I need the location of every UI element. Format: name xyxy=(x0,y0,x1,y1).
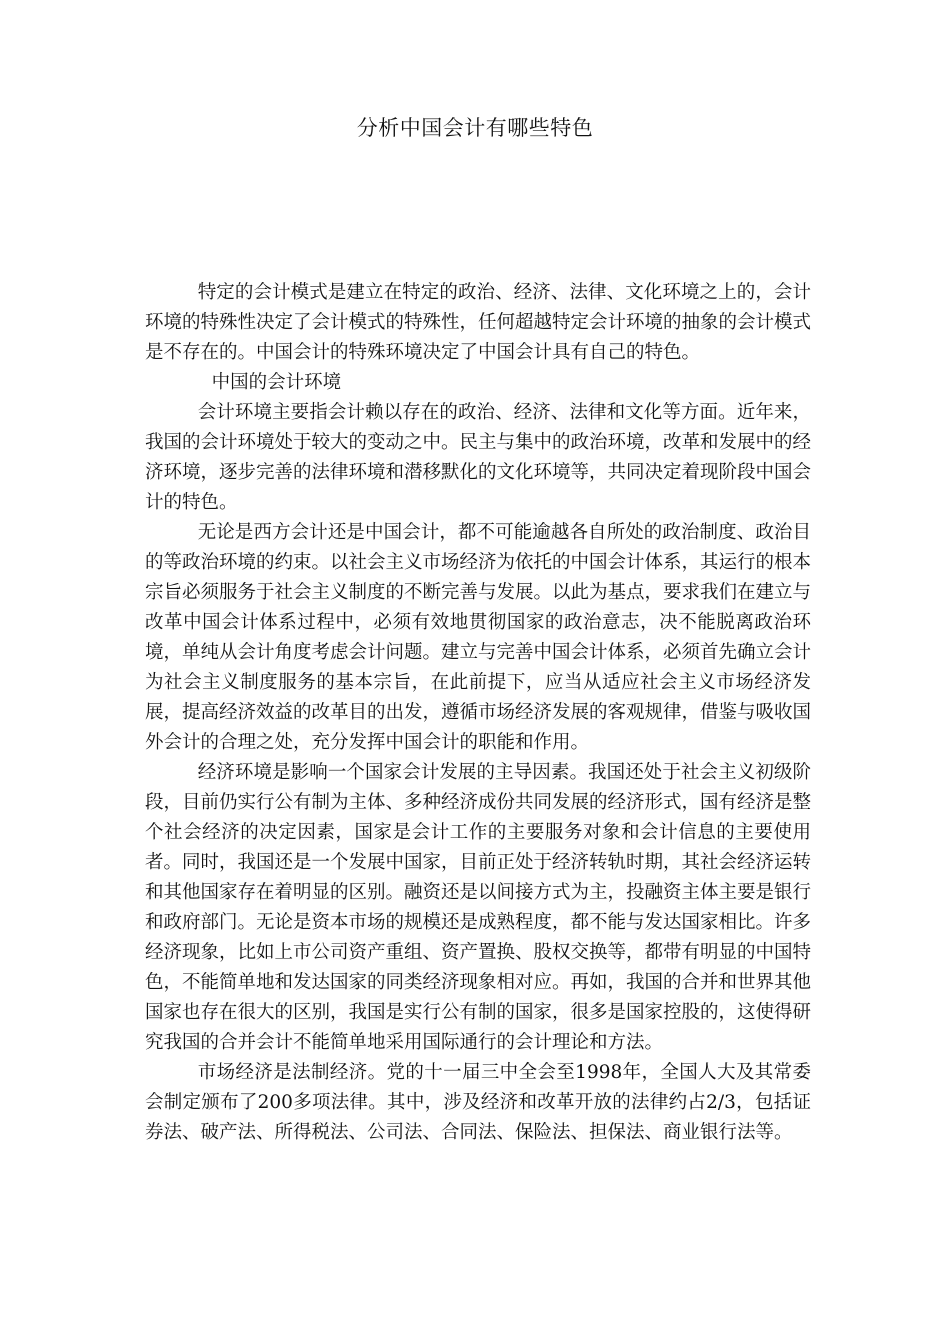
section-heading-accounting-environment: 中国的会计环境 xyxy=(211,372,342,393)
document-title: 分析中国会计有哪些特色 xyxy=(356,116,594,140)
paragraph-political-environment: 无论是西方会计还是中国会计，都不可能逾越各自所处的政治制度、政治目的等政治环境的约束。以社会主义市场经济为依托的中国会计体系，其运行的根本宗旨必须服务于社会主义制度的不断完善与发展。以此为基点，要求我们在建立与改革中国会计体系过程中，必须有效地贯彻国家的政治意志，决不能脱离政治环境，单纯从会计角度考虑会计问题。建立与完善中国会计体系，必须首先确立会计为社会主义制度服务的基本宗旨，在此前提下，应当从适应社会主义市场经济发展，提高经济效益的改革目的出发，遵循市场经济发展的客观规律，借鉴与吸收国外会计的合理之处，充分发挥中国会计的职能和作用。 xyxy=(145,522,812,753)
document-body xyxy=(145,278,811,1148)
paragraph-environment-overview: 会计环境主要指会计赖以存在的政治、经济、法律和文化等方面。近年来，我国的会计环境处于较大的变动之中。民主与集中的政治环境，改革和发展中的经济环境，逐步完善的法律环境和潜移默化的文化环境等，共同决定着现阶段中国会计的特色。 xyxy=(145,402,812,513)
paragraph-legal-environment: 市场经济是法制经济。党的十一届三中全会至1998年，全国人大及其常委会制定颁布了200多项法律。其中，涉及经济和改革开放的法律约占2/3，包括证券法、破产法、所得税法、公司法、合同法、保险法、担保法、商业银行法等。 xyxy=(145,1062,811,1143)
paragraph-intro: 特定的会计模式是建立在特定的政治、经济、法律、文化环境之上的，会计环境的特殊性决定了会计模式的特殊性，任何超越特定会计环境的抽象的会计模式是不存在的。中国会计的特殊环境决定了中国会计具有自己的特色。 xyxy=(145,282,812,363)
paragraph-economic-environment: 经济环境是影响一个国家会计发展的主导因素。我国还处于社会主义初级阶段，目前仍实行公有制为主体、多种经济成份共同发展的经济形式，国有经济是整个社会经济的决定因素，国家是会计工作的主要服务对象和会计信息的主要使用者。同时，我国还是一个发展中国家，目前正处于经济转轨时期，其社会经济运转和其他国家存在着明显的区别。融资还是以间接方式为主，投融资主体主要是银行和政府部门。无论是资本市场的规模还是成熟程度，都不能与发达国家相比。许多经济现象，比如上市公司资产重组、资产置换、股权交换等，都带有明显的中国特色，不能简单地和发达国家的同类经济现象相对应。再如，我国的合并和世界其他国家也存在很大的区别，我国是实行公有制的国家，很多是国家控股的，这使得研究我国的合并会计不能简单地采用国际通行的会计理论和方法。 xyxy=(145,762,812,1053)
